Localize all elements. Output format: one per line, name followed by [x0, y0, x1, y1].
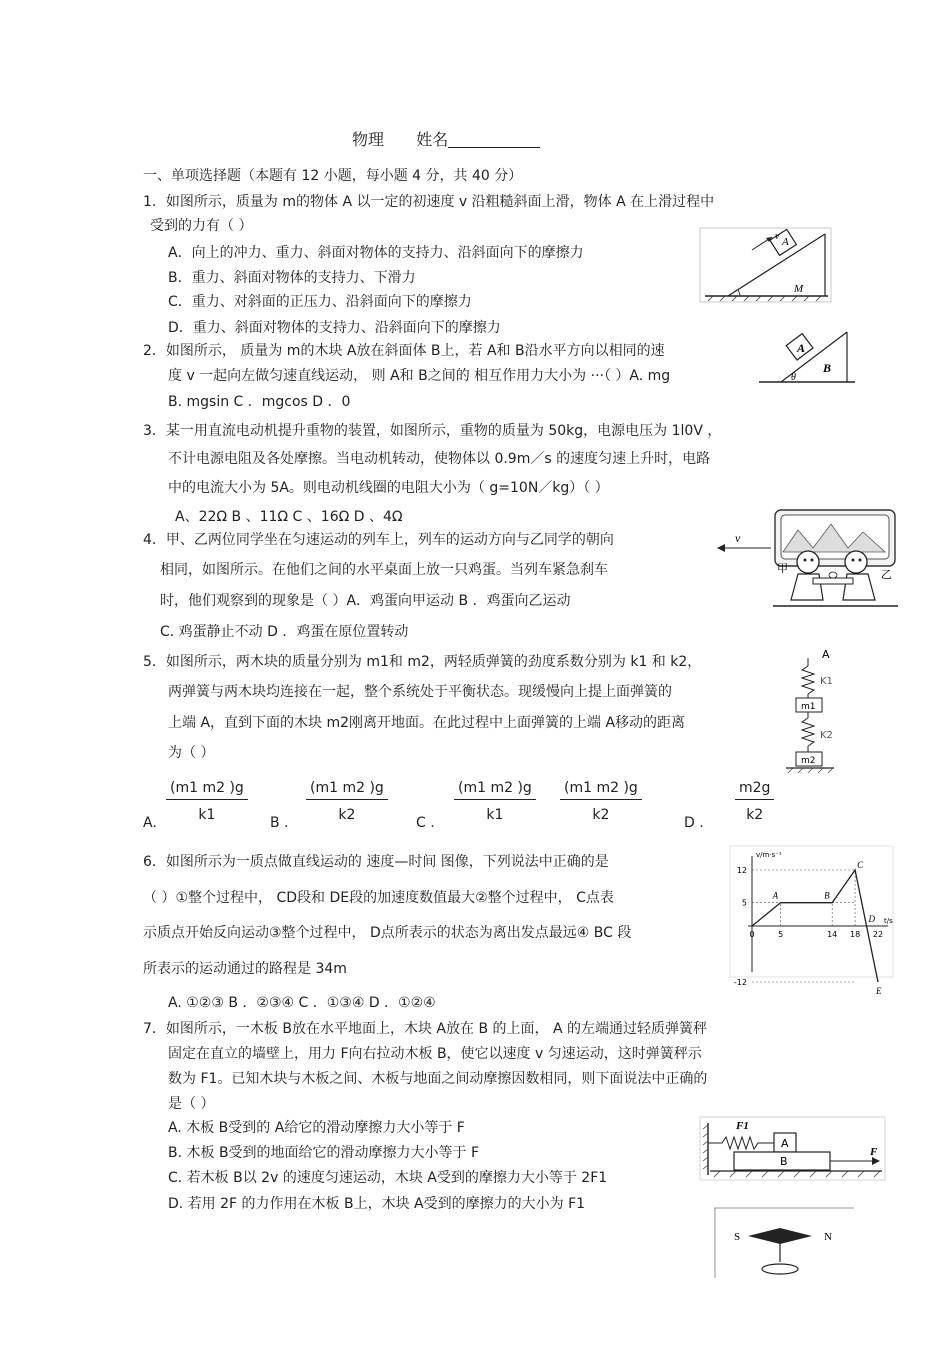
q5-option-b-num: (m1 m2 )g: [306, 780, 388, 800]
q5-option-d-label: D .: [684, 815, 704, 831]
q5-option-d-den: k2: [592, 807, 610, 823]
q5-option-a-num: (m1 m2 )g: [166, 780, 248, 800]
q5-option-d-num: (m1 m2 )g: [560, 780, 642, 800]
q5-line1: 5．如图所示，两木块的质量分别为 m1和 m2，两轻质弹簧的劲度系数分别为 k1 和 k2，: [143, 654, 702, 670]
q6-line2: （ ）①整个过程中， CD段和 DE段的加速度数值最大②整个过程中， C点表: [143, 890, 614, 906]
q5-fig-m1: m1: [801, 702, 816, 712]
q2-line3: B. mgsin C ．mgcos D ．0: [168, 394, 351, 410]
compass-needle-figure: [714, 1206, 854, 1278]
q3-line2: 不计电源电阻及各处摩擦。当电动机转动，使物体以 0.9m／s 的速度匀速上升时，电路: [168, 451, 711, 467]
q6-line3: 示质点开始反向运动③整个过程中， D点所表示的状态为离出发点最远④ BC 段: [143, 925, 632, 941]
q3-line3: 中的电流大小为 5A。则电动机线圈的电阻大小为（ g=10N／kg）（ ）: [168, 480, 609, 496]
q4-line2: 相同，如图所示。在他们之间的水平桌面上放一只鸡蛋。当列车紧急刹车: [160, 562, 608, 578]
x-tick-label: 22: [872, 930, 884, 939]
x-axis-label: t/s: [884, 917, 893, 925]
q7-fig-a: A: [781, 1137, 789, 1150]
q5-line4: 为（ ）: [168, 745, 215, 761]
q6-line4: 所表示的运动通过的路程是 34m: [143, 961, 347, 977]
y-tick-label: 5: [741, 898, 747, 908]
q1-option-d: D．重力、斜面对物体的支持力、沿斜面向下的摩擦力: [168, 320, 501, 336]
q1-line2: 受到的力有（ ）: [150, 218, 253, 234]
q4-line4: C. 鸡蛋静止不动 D ．鸡蛋在原位置转动: [160, 624, 409, 640]
name-label: 姓名: [416, 130, 449, 149]
q7-line2: 固定在直立的墙壁上，用力 F向右拉动木板 B，使它以速度 v 匀速运动，这时弹簧秤示: [168, 1046, 702, 1062]
q5-option-a-den: k1: [198, 807, 216, 823]
q1-block-label: A: [782, 236, 789, 248]
q5-option-d-fraction: [560, 780, 642, 823]
section-title: 一、单项选择题（本题有 12 小题，每小题 4 分，共 40 分）: [143, 168, 523, 184]
q4-line3: 时，他们观察到的现象是（ ）A．鸡蛋向甲运动 B ．鸡蛋向乙运动: [160, 593, 571, 609]
q1-incline-label: M: [794, 283, 804, 295]
q5-option-b-fraction: [306, 780, 388, 823]
q7-option-d: D. 若用 2F 的力作用在木板 B上，木块 A受到的摩擦力的大小为 F1: [168, 1196, 586, 1212]
point-label-d: D: [868, 914, 876, 924]
y-tick-label: -12: [733, 978, 747, 987]
q1-v-label: v: [775, 231, 780, 242]
x-tick-label: 14: [827, 930, 838, 939]
q3-line4: A、22Ω B 、11Ω C 、16Ω D 、4Ω: [175, 509, 403, 525]
q7-fig-b: B: [780, 1155, 788, 1168]
q5-option-c-label: C .: [416, 815, 435, 831]
subject: 物理: [352, 130, 385, 149]
name-blank[interactable]: [448, 132, 540, 148]
compass-s-label: S: [734, 1231, 741, 1243]
point-label-b: B: [824, 890, 830, 901]
q4-left-label: 甲: [777, 562, 788, 575]
q7-line3: 数为 F1。已知木块与木板之间、木板与地面之间动摩擦因数相同，则下面说法中正确的: [168, 1071, 708, 1087]
q5-option-e-fraction: [735, 780, 774, 823]
y-axis-label: v/m·s⁻¹: [756, 851, 782, 859]
q7-option-a: A. 木板 B受到的 A给它的滑动摩擦力大小等于 F: [168, 1120, 465, 1136]
q5-fig-m2: m2: [801, 756, 816, 766]
q2-incline-figure: [757, 328, 857, 386]
x-tick-label: 5: [778, 930, 784, 939]
q2-angle-label: θ: [791, 372, 796, 383]
q5-spring-figure: [782, 646, 840, 774]
q4-line1: 4．甲、乙两位同学坐在匀速运动的列车上，列车的运动方向与乙同学的朝向: [143, 532, 614, 548]
q5-fig-k1: K1: [820, 676, 833, 687]
y-tick-label: 12: [736, 866, 747, 875]
q5-option-b-den: k2: [338, 807, 356, 823]
q2-incline-label: B: [823, 361, 832, 375]
q7-spring-block-figure: [700, 1117, 886, 1181]
q5-option-e-num: m2g: [735, 780, 774, 800]
q7-line4: 是（ ）: [168, 1096, 215, 1112]
q4-right-label: 乙: [881, 568, 892, 581]
point-label-c: C: [857, 860, 864, 870]
q4-v-label: v: [735, 531, 741, 545]
q1-option-a: A．向上的冲力、重力、斜面对物体的支持力、沿斜面向下的摩擦力: [168, 245, 584, 261]
q5-option-c-den: k1: [486, 807, 504, 823]
q7-fig-f: F: [870, 1146, 878, 1158]
q5-option-c-fraction: [454, 780, 536, 823]
q5-fig-a: A: [822, 648, 830, 661]
q5-option-a-fraction: [166, 780, 248, 823]
q1-option-c: C．重力、对斜面的正压力、沿斜面向下的摩擦力: [168, 294, 472, 310]
q3-line1: 3．某一用直流电动机提升重物的装置，如图所示，重物的质量为 50kg，电源电压为 1l0V ，: [143, 423, 722, 439]
compass-n-label: N: [824, 1231, 832, 1243]
q5-option-a-label: A.: [143, 815, 157, 831]
q7-option-c: C. 若木板 B以 2v 的速度匀速运动，木块 A受到的摩擦力大小等于 2F1: [168, 1170, 608, 1186]
q5-option-b-label: B .: [270, 815, 289, 831]
q2-block-label: A: [797, 341, 806, 355]
page-title: [352, 132, 540, 148]
q2-line1: 2．如图所示， 质量为 m的木块 A放在斜面体 B上，若 A和 B沿水平方向以相同的速: [143, 343, 665, 359]
q2-line2: 度 v 一起向左做匀速直线运动， 则 A和 B之间的 相互作用力大小为 ···（ ）A. mg: [168, 368, 671, 384]
x-tick-label: 0: [749, 930, 755, 939]
q7-option-b: B. 木板 B受到的地面给它的滑动摩擦力大小等于 F: [168, 1145, 480, 1161]
q5-line2: 两弹簧与两木块均连接在一起，整个系统处于平衡状态。现缓慢向上提上面弹簧的: [168, 684, 672, 700]
q1-incline-figure: [700, 228, 832, 303]
point-label-e: E: [876, 986, 882, 996]
q7-line1: 7．如图所示，一木板 B放在水平地面上，木块 A放在 B 的上面， A 的左端通过轻质弹簧秤: [143, 1021, 707, 1037]
q5-option-e-den: k2: [746, 807, 764, 823]
q6-line1: 6．如图所示为一质点做直线运动的 速度—时间 图像，下列说法中正确的是: [143, 854, 609, 870]
q5-option-c-num: (m1 m2 )g: [454, 780, 536, 800]
q4-train-figure: [713, 502, 903, 614]
x-tick-label: 18: [849, 930, 861, 939]
q1-option-b: B．重力、斜面对物体的支持力、下滑力: [168, 270, 416, 286]
point-label-a: A: [772, 890, 779, 901]
q6-line5: A. ①②③ B ．②③④ C ．①③④ D ．①②④: [168, 995, 436, 1011]
q7-fig-f1: F1: [736, 1120, 749, 1132]
q5-line3: 上端 A，直到下面的木块 m2刚离开地面。在此过程中上面弹簧的上端 A移动的距离: [168, 715, 686, 731]
q6-vt-chart: [730, 846, 894, 996]
q5-fig-k2: K2: [820, 730, 833, 741]
q1-line1: 1．如图所示，质量为 m的物体 A 以一定的初速度 v 沿粗糙斜面上滑，物体 A 在上滑过程中: [143, 194, 715, 210]
